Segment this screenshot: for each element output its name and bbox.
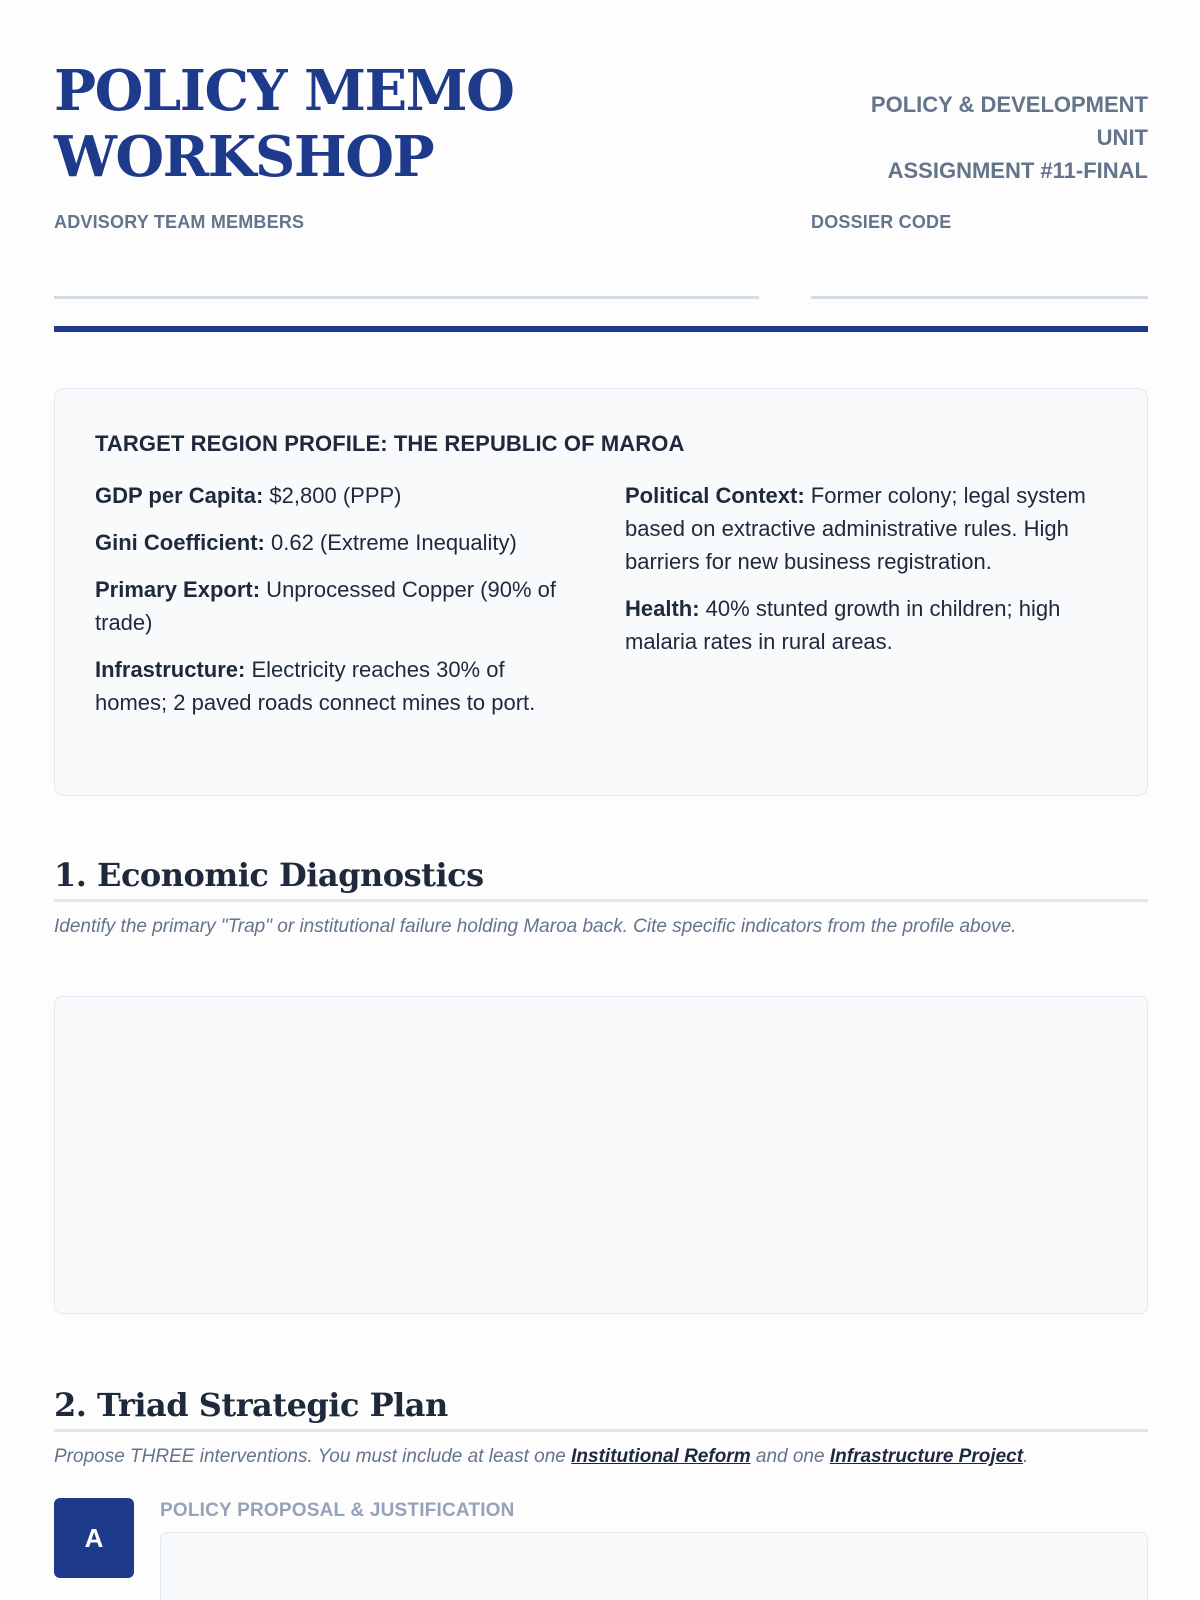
unit-line-1: POLICY & DEVELOPMENT — [870, 92, 1148, 117]
profile-item-gdp — [95, 479, 577, 512]
proposal-answer-box[interactable] — [160, 1532, 1148, 1600]
proposal-label: POLICY PROPOSAL & JUSTIFICATION — [160, 1500, 515, 1521]
section-1-instructions: Identify the primary "Trap" or institutional failure holding Maroa back. Cite specific indicators from the profile above. — [54, 916, 1017, 937]
section-1-heading: 1. Economic Diagnostics — [54, 856, 484, 894]
section-2-heading: 2. Triad Strategic Plan — [54, 1386, 448, 1424]
instr-text: Propose THREE interventions. You must include at least one — [54, 1446, 572, 1467]
dossier-code-label: DOSSIER CODE — [811, 212, 952, 232]
team-members-field[interactable] — [54, 296, 759, 299]
profile-item-label: Primary Export: — [95, 577, 261, 602]
diagnostics-answer-box[interactable] — [54, 996, 1148, 1314]
instr-emphasis-infrastructure: Infrastructure Project — [829, 1446, 1024, 1467]
profile-right-column — [625, 479, 1107, 733]
profile-item-value: Former colony; legal system based on extractive administrative rules. High barriers for new business registration. — [625, 483, 1086, 574]
profile-item-gini — [95, 526, 577, 559]
profile-item-value: $2,800 (PPP) — [263, 483, 402, 508]
section-2-divider — [54, 1429, 1148, 1432]
profile-item-infrastructure — [95, 653, 577, 719]
profile-title: TARGET REGION PROFILE: THE REPUBLIC OF MAROA — [95, 431, 685, 456]
profile-item-label: Health: — [625, 596, 700, 621]
header-fields — [54, 212, 1148, 302]
header-divider — [54, 326, 1148, 332]
instr-text: . — [1023, 1446, 1029, 1467]
unit-block — [808, 88, 1148, 187]
section-2-instructions — [54, 1444, 1148, 1470]
profile-item-value: Unprocessed Copper (90% of trade) — [95, 577, 556, 635]
proposal-badge-a: A — [54, 1498, 134, 1578]
profile-item-political — [625, 479, 1107, 578]
instr-text: and one — [750, 1446, 830, 1467]
profile-item-value: 0.62 (Extreme Inequality) — [264, 530, 517, 555]
profile-item-value: 40% stunted growth in children; high malaria rates in rural areas. — [625, 596, 1061, 654]
unit-line-2: UNIT — [1096, 125, 1148, 150]
title-line-2: WORKSHOP — [54, 124, 434, 190]
dossier-code-field[interactable] — [811, 296, 1148, 299]
instr-emphasis-institutional: Institutional Reform — [571, 1446, 751, 1467]
memo-header — [54, 58, 1148, 188]
page-title — [54, 58, 654, 190]
profile-item-label: Infrastructure: — [95, 657, 246, 682]
profile-item-label: Political Context: — [625, 483, 805, 508]
profile-item-value: Electricity reaches 30% of homes; 2 paved roads connect mines to port. — [95, 657, 536, 715]
assignment-code: ASSIGNMENT #11-FINAL — [887, 158, 1148, 183]
team-members-label: ADVISORY TEAM MEMBERS — [54, 212, 305, 232]
region-profile-box — [54, 388, 1148, 796]
profile-item-label: Gini Coefficient: — [95, 530, 265, 555]
profile-left-column — [95, 479, 577, 733]
title-line-1: POLICY MEMO — [54, 58, 514, 124]
profile-item-health — [625, 592, 1107, 658]
profile-item-export — [95, 573, 577, 639]
profile-item-label: GDP per Capita: — [95, 483, 264, 508]
section-1-divider — [54, 899, 1148, 902]
